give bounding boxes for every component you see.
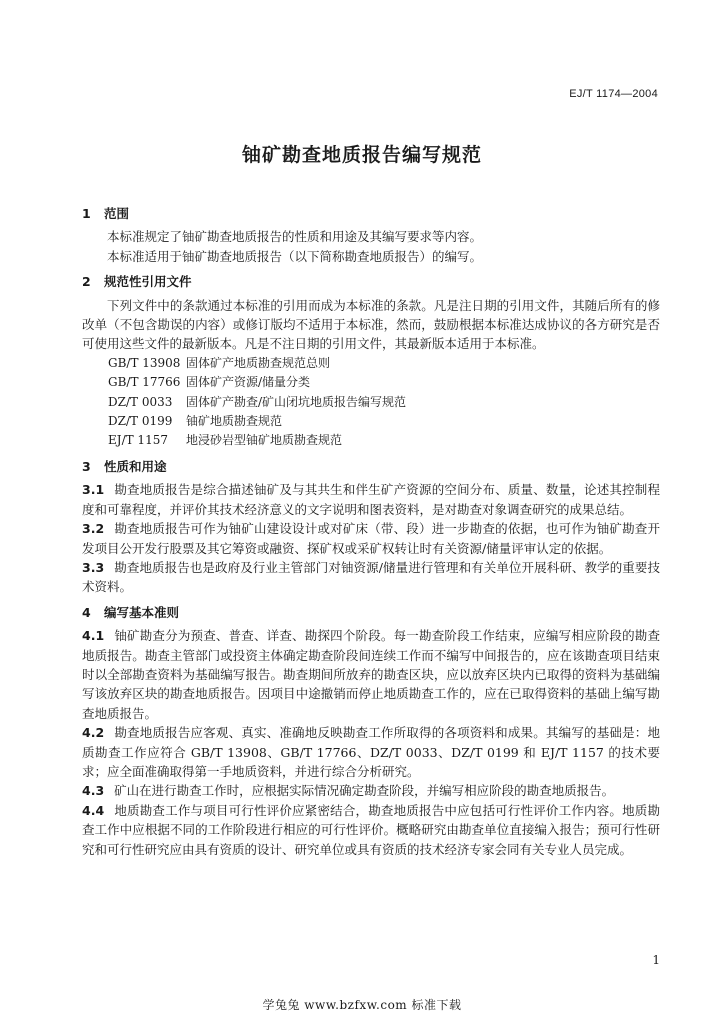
document-title: 铀矿勘查地质报告编写规范 — [241, 144, 482, 166]
reference-item: DZ/T 0199 铀矿地质勘查规范 — [108, 414, 283, 429]
clause: 3.2 勘查地质报告可作为铀矿山建设设计或对矿床（带、段）进一步勘查的依据，也可作为铀矿勘查开发项目公开发行股票及其它筹资或融资、探矿权或采矿权转让时有关资源/储量评审认定的依据。 — [82, 521, 660, 556]
paragraph: 本标准适用于铀矿勘查地质报告（以下简称勘查地质报告）的编写。 — [107, 248, 483, 264]
clause: 3.3 勘查地质报告也是政府及行业主管部门对铀资源/储量进行管理和有关单位开展科研、教学的重要技术资料。 — [82, 559, 660, 595]
section-heading: 1 范围 — [82, 206, 130, 221]
reference-item: DZ/T 0033 固体矿产勘查/矿山闭坑地质报告编写规范 — [108, 394, 407, 409]
footer-watermark: 学兔兔 www.bzfxw.com 标准下载 — [262, 998, 462, 1012]
clause: 4.2 勘查地质报告应客观、真实、准确地反映勘查工作所取得的各项资料和成果。其编写的基础是：地质勘查工作应符合 GB/T 13908、GB/T 17766、DZ/T 0033、DZ/T 0199 和 EJ/T 1157 的技术要求；应全面准确取得第一手地质资料，并进行综合分析研究。 — [82, 725, 660, 779]
section-heading: 3 性质和用途 — [82, 458, 167, 474]
section-heading: 2 规范性引用文件 — [82, 274, 192, 290]
clause: 4.1 铀矿勘查分为预查、普查、详查、勘探四个阶段。每一勘查阶段工作结束，应编写相应阶段的勘查地质报告。勘查主管部门或投资主体确定勘查阶段间连续工作而不编写中间报告的，应在该勘查项目结束时以全部勘查资料为基础编写报告。勘查期间所放弃的勘查区块，应以放弃区块内已取得的资料为基础编写该放弃区块的勘查地质报告。因项目中途撤销而停止地质勘查工作的，应在已取得资料的基础上编写勘查地质报告。 — [82, 628, 660, 721]
paragraph: 下列文件中的条款通过本标准的引用而成为本标准的条款。凡是注日期的引用文件，其随后所有的修改单（不包含勘误的内容）或修订版均不适用于本标准，然而，鼓励根据本标准达成协议的各方研究是否可使用这些文件的最新版本。凡是不注日期的引用文件，其最新版本适用于本标准。 — [82, 297, 660, 352]
reference-item: GB/T 17766 固体矿产资源/储量分类 — [108, 375, 311, 390]
standard-number: EJ/T 1174—2004 — [569, 88, 658, 100]
clause: 3.1 勘查地质报告是综合描述铀矿及与其共生和伴生矿产资源的空间分布、质量、数量，论述其控制程度和可靠程度，并评价其技术经济意义的文字说明和图表资料，是对勘查对象调查研究的成果总结。 — [82, 482, 660, 517]
reference-item: EJ/T 1157 地浸砂岩型铀矿地质勘查规范 — [108, 433, 343, 448]
clause: 4.3 矿山在进行勘查工作时，应根据实际情况确定勘查阶段，并编写相应阶段的勘查地质报告。 — [82, 783, 615, 799]
clause: 4.4 地质勘查工作与项目可行性评价应紧密结合，勘查地质报告中应包括可行性评价工作内容。地质勘查工作中应根据不同的工作阶段进行相应的可行性评价。概略研究由勘查单位直接编入报告；预可行性研究和可行性研究应由具有资质的设计、研究单位或具有资质的技术经济专家会同有关专业人员完成。 — [82, 802, 660, 857]
document-body — [82, 204, 660, 859]
reference-item: GB/T 13908 固体矿产地质勘查规范总则 — [108, 355, 331, 370]
section-heading: 4 编写基本准则 — [82, 604, 180, 620]
paragraph: 本标准规定了铀矿勘查地质报告的性质和用途及其编写要求等内容。 — [107, 229, 483, 245]
page-number: 1 — [652, 953, 660, 967]
